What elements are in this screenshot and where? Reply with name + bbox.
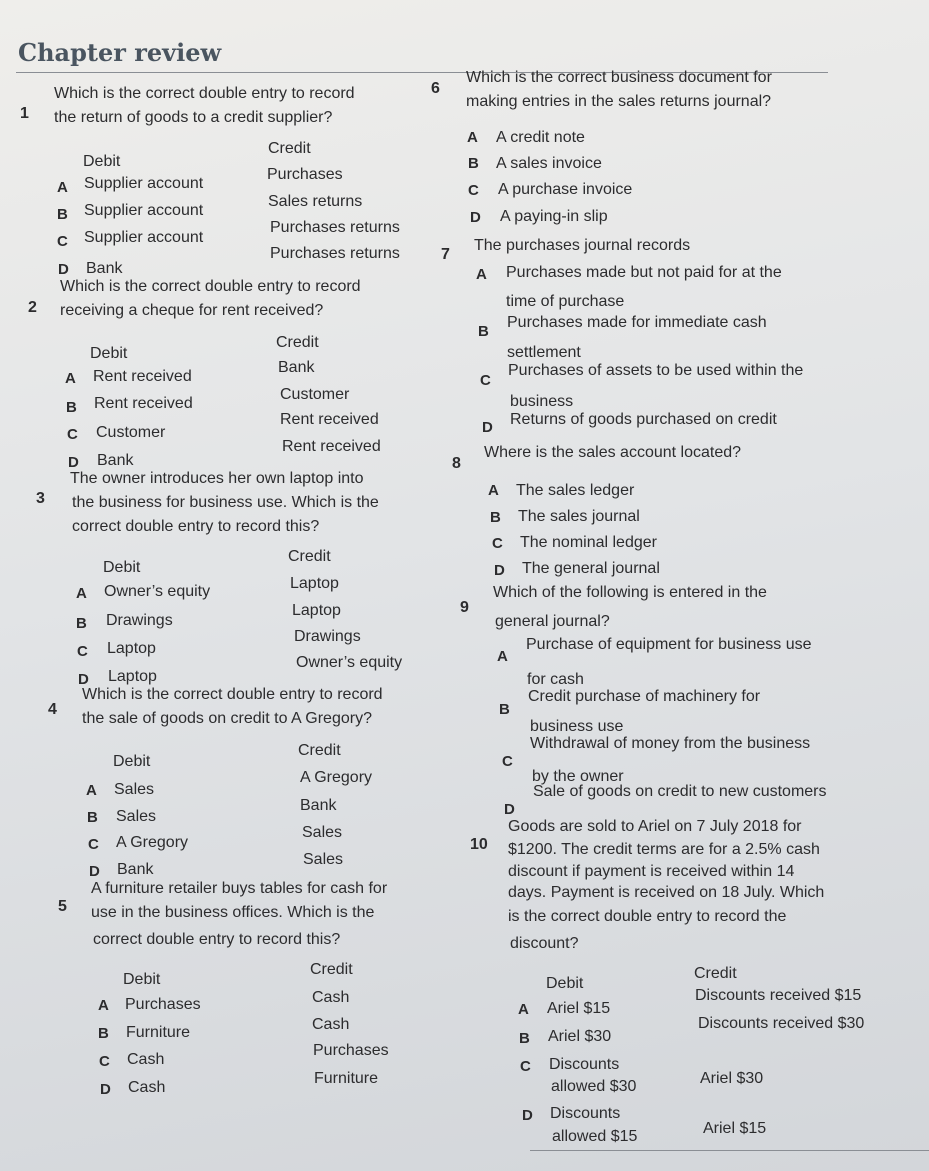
option-text: The nominal ledger (520, 534, 657, 551)
option-debit: Bank (97, 452, 134, 469)
option-credit: Ariel $15 (703, 1120, 767, 1137)
option-credit: Sales returns (268, 193, 363, 210)
debit-header: Debit (113, 753, 151, 770)
debit-header: Debit (90, 345, 128, 362)
option-credit: Customer (280, 386, 350, 403)
option-letter: C (502, 753, 513, 770)
option-credit: A Gregory (300, 769, 373, 786)
question-text: receiving a cheque for rent received? (60, 302, 324, 319)
question-text: is the correct double entry to record the (508, 908, 787, 925)
option-letter: B (478, 323, 489, 340)
option-debit: Cash (127, 1051, 165, 1068)
debit-header: Debit (123, 971, 161, 988)
option-credit: Purchases (313, 1042, 389, 1059)
option-letter: A (76, 585, 87, 602)
option-letter: C (88, 836, 99, 853)
question-number: 5 (58, 898, 67, 915)
question-text: general journal? (495, 613, 610, 630)
option-debit: Supplier account (84, 175, 204, 192)
question-number: 3 (36, 490, 45, 507)
option-letter: D (68, 454, 79, 471)
question-number: 4 (48, 701, 57, 718)
option-text: business use (530, 718, 624, 735)
option-text: Credit purchase of machinery for (528, 688, 761, 705)
option-letter: D (89, 863, 100, 880)
option-letter: C (520, 1058, 531, 1075)
credit-header: Credit (310, 961, 353, 978)
option-debit: Cash (128, 1079, 166, 1096)
credit-header: Credit (268, 140, 311, 157)
option-letter: A (65, 370, 76, 387)
option-letter: A (476, 266, 487, 283)
option-text: Purchases made for immediate cash (507, 314, 767, 331)
option-letter: B (87, 809, 98, 826)
option-text: The sales ledger (516, 482, 635, 499)
option-letter: A (488, 482, 499, 499)
option-text: settlement (507, 344, 581, 361)
option-text: A paying-in slip (500, 208, 608, 225)
option-debit: Discounts (550, 1105, 621, 1122)
option-letter: B (519, 1030, 530, 1047)
option-text: The general journal (522, 560, 660, 577)
option-credit: Drawings (294, 628, 361, 645)
option-letter: D (482, 419, 493, 436)
option-credit: Bank (278, 359, 315, 376)
option-credit: Rent received (282, 438, 381, 455)
option-debit: Drawings (106, 612, 173, 629)
option-text: Purchase of equipment for business use (526, 636, 812, 653)
option-letter: D (100, 1081, 111, 1098)
option-debit: Discounts (549, 1056, 620, 1073)
option-debit: Laptop (107, 640, 156, 657)
page-title: Chapter review (18, 38, 222, 67)
option-text: A purchase invoice (498, 181, 633, 198)
option-credit: Purchases returns (270, 219, 400, 236)
option-credit: Rent received (280, 411, 379, 428)
debit-header: Debit (103, 559, 141, 576)
option-letter: B (98, 1025, 109, 1042)
option-credit: Laptop (290, 575, 339, 592)
option-debit: Sales (114, 781, 155, 798)
option-debit: Bank (117, 861, 154, 878)
question-text: the business for business use. Which is the (72, 494, 379, 511)
option-debit: allowed $30 (551, 1078, 637, 1095)
option-debit: Sales (116, 808, 157, 825)
option-credit: Furniture (314, 1070, 379, 1087)
question-text: Which is the correct double entry to record (82, 686, 383, 703)
option-debit: Ariel $15 (547, 1000, 611, 1017)
option-text: Withdrawal of money from the business (530, 735, 811, 752)
question-text: correct double entry to record this? (72, 518, 320, 535)
option-credit: Sales (303, 851, 344, 868)
question-text: use in the business offices. Which is the (91, 904, 375, 921)
option-letter: C (77, 643, 88, 660)
option-debit: Laptop (108, 668, 157, 685)
option-debit: Customer (96, 424, 166, 441)
question-text: $1200. The credit terms are for a 2.5% cash (508, 841, 820, 858)
option-text: Purchases made but not paid for at the (506, 264, 782, 281)
question-text: A furniture retailer buys tables for cash for (91, 880, 388, 897)
option-credit: Owner’s equity (296, 654, 403, 671)
option-credit: Ariel $30 (700, 1070, 764, 1087)
option-letter: B (499, 701, 510, 718)
question-number: 1 (20, 105, 29, 122)
option-letter: B (57, 206, 68, 223)
option-letter: D (78, 671, 89, 688)
option-letter: A (467, 129, 478, 146)
question-text: Which of the following is entered in the (493, 584, 767, 601)
option-text: The sales journal (518, 508, 640, 525)
bottom-rule (530, 1150, 929, 1151)
option-letter: D (58, 261, 69, 278)
option-credit: Discounts received $15 (695, 987, 862, 1004)
question-text: the sale of goods on credit to A Gregory? (82, 710, 372, 727)
debit-header: Debit (546, 975, 584, 992)
question-number: 6 (431, 80, 440, 97)
question-text: making entries in the sales returns journal? (466, 93, 772, 110)
option-letter: D (494, 562, 505, 579)
option-credit: Sales (302, 824, 343, 841)
option-text: business (510, 393, 574, 410)
option-debit: A Gregory (116, 834, 189, 851)
option-text: Sale of goods on credit to new customers (533, 783, 827, 800)
option-text: Purchases of assets to be used within the (508, 362, 804, 379)
option-letter: A (86, 782, 97, 799)
option-text: time of purchase (506, 293, 625, 310)
option-letter: B (468, 155, 479, 172)
debit-header: Debit (83, 153, 121, 170)
option-credit: Cash (312, 1016, 350, 1033)
question-number: 7 (441, 246, 450, 263)
option-letter: B (76, 615, 87, 632)
question-text: Which is the correct business document for (466, 69, 772, 86)
option-debit: Rent received (93, 368, 192, 385)
option-text: A sales invoice (496, 155, 602, 172)
option-credit: Cash (312, 989, 350, 1006)
option-text: by the owner (532, 768, 624, 785)
credit-header: Credit (276, 334, 319, 351)
option-letter: D (504, 801, 515, 818)
option-letter: B (490, 509, 501, 526)
option-debit: Furniture (126, 1024, 191, 1041)
question-text: Which is the correct double entry to record (54, 85, 355, 102)
option-debit: Owner’s equity (104, 583, 211, 600)
option-text: for cash (527, 671, 584, 688)
option-credit: Bank (300, 797, 337, 814)
option-letter: C (492, 535, 503, 552)
question-text: Goods are sold to Ariel on 7 July 2018 for (508, 818, 802, 835)
question-text: The owner introduces her own laptop into (70, 470, 364, 487)
credit-header: Credit (694, 965, 737, 982)
question-number: 9 (460, 599, 469, 616)
question-text: discount if payment is received within 14 (508, 863, 795, 880)
option-debit: Rent received (94, 395, 193, 412)
question-text: days. Payment is received on 18 July. Which (508, 884, 825, 901)
option-letter: A (57, 179, 68, 196)
option-debit: allowed $15 (552, 1128, 638, 1145)
question-number: 10 (470, 836, 488, 853)
option-letter: C (468, 182, 479, 199)
option-letter: B (66, 399, 77, 416)
question-text: correct double entry to record this? (93, 931, 341, 948)
option-credit: Purchases returns (270, 245, 400, 262)
credit-header: Credit (298, 742, 341, 759)
option-letter: D (470, 209, 481, 226)
option-letter: D (522, 1107, 533, 1124)
question-text: Which is the correct double entry to record (60, 278, 361, 295)
option-credit: Discounts received $30 (698, 1015, 865, 1032)
option-letter: A (497, 648, 508, 665)
option-credit: Purchases (267, 166, 343, 183)
question-text: Where is the sales account located? (484, 444, 742, 461)
option-letter: C (57, 233, 68, 250)
question-number: 8 (452, 455, 461, 472)
question-text: discount? (510, 935, 579, 952)
option-debit: Supplier account (84, 202, 204, 219)
question-text: the return of goods to a credit supplier? (54, 109, 333, 126)
option-debit: Purchases (125, 996, 201, 1013)
option-letter: A (98, 997, 109, 1014)
option-credit: Laptop (292, 602, 341, 619)
option-debit: Ariel $30 (548, 1028, 612, 1045)
question-text: The purchases journal records (474, 237, 691, 254)
option-text: A credit note (496, 129, 585, 146)
option-debit: Supplier account (84, 229, 204, 246)
question-number: 2 (28, 299, 37, 316)
option-letter: A (518, 1001, 529, 1018)
option-letter: C (99, 1053, 110, 1070)
option-letter: C (67, 426, 78, 443)
option-letter: C (480, 372, 491, 389)
option-text: Returns of goods purchased on credit (510, 411, 777, 428)
option-debit: Bank (86, 260, 123, 277)
credit-header: Credit (288, 548, 331, 565)
